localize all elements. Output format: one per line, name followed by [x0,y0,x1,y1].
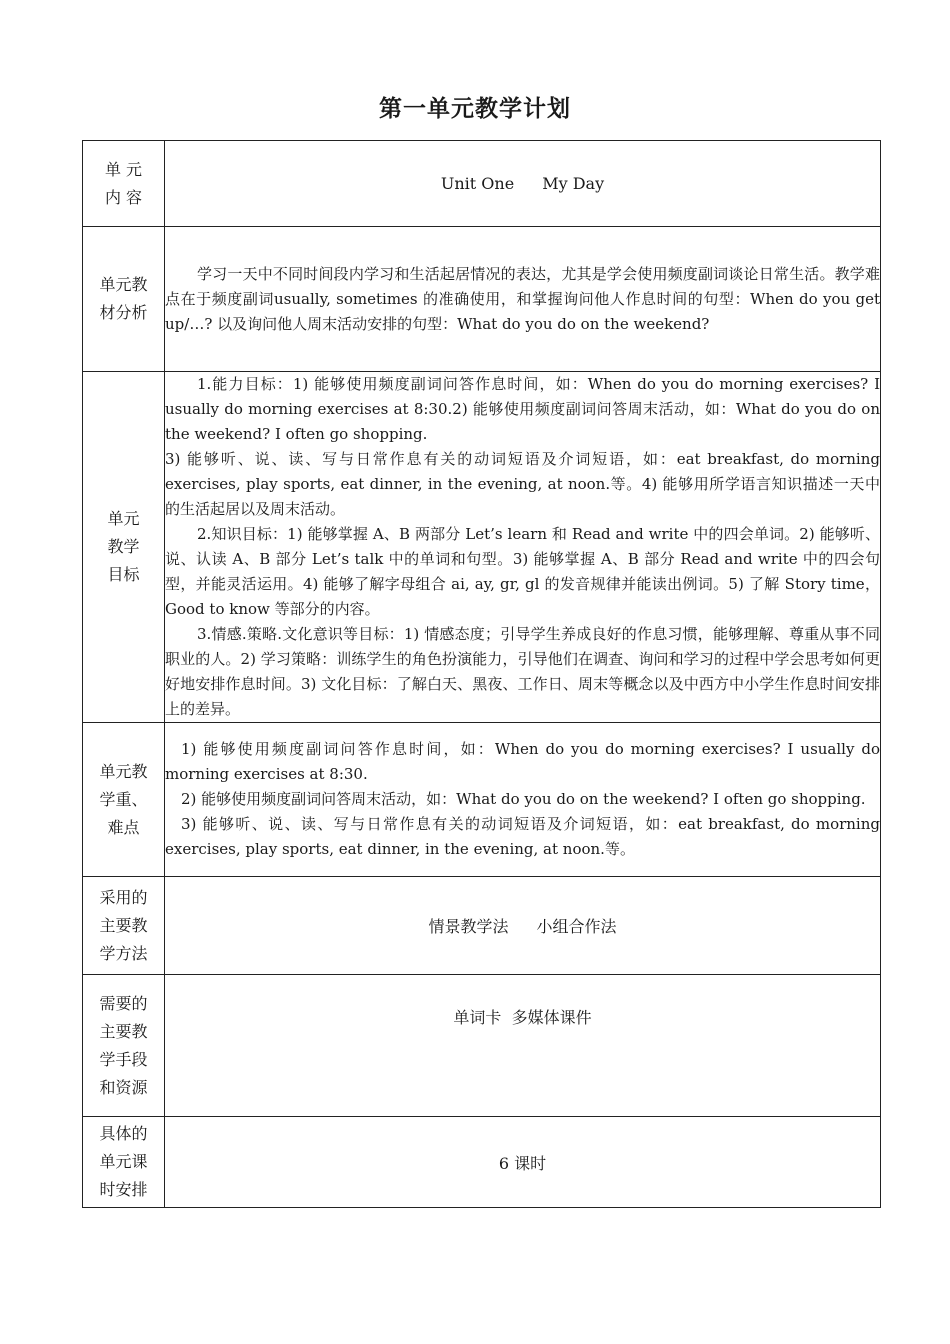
label-key-points [83,723,165,877]
row-material-analysis [83,227,881,372]
label-line: 学重、 [99,789,148,809]
resource-word-cards: 单词卡 [453,1008,502,1027]
label-line: 单元教 [99,761,148,781]
label-line: 学手段 [99,1049,148,1069]
page-title: 第一单元教学计划 [379,96,571,122]
row-key-points [83,723,881,877]
method-group-work: 小组合作法 [536,917,617,936]
label-teaching-resources [83,975,165,1117]
teaching-goals-cell [165,372,881,723]
goals-ability: 1.能力目标：1) 能够使用频度副词问答作息时间，如：When do you do morning exercises? I usually do morning exercises at 8:30.2) 能够使用频度副词问答周末活动，如：What do you do on the weekend? I often go shopping. [165,375,880,443]
resource-multimedia: 多媒体课件 [511,1008,592,1027]
unit-name: Unit One [440,174,515,193]
row-teaching-goals [83,372,881,723]
label-schedule [83,1117,165,1208]
key-point-1: 1) 能够使用频度副词问答作息时间，如：When do you do morning exercises? I usually do morning exercises at 8:30. [165,740,880,783]
material-analysis-cell [165,227,881,372]
unit-plan-table [82,140,881,1208]
schedule-hours: 6 课时 [498,1153,547,1173]
label-line: 单元课 [99,1152,148,1171]
label-teaching-methods [83,877,165,975]
label-line: 学方法 [99,943,148,963]
row-unit-content [83,141,881,227]
row-teaching-resources [83,975,881,1117]
label-unit-content [83,141,165,227]
unit-topic: My Day [542,174,605,193]
unit-content-cell [165,141,881,227]
analysis-text: 学习一天中不同时间段内学习和生活起居情况的表达，尤其是学会使用频度副词谈论日常生活。教学难点在于频度副词usually, sometimes 的准确使用，和掌握询问他人作息时间的句型：When do you get up/…? 以及询问他人周末活动安排的句型：What do you do on the weekend? [165,264,880,333]
label-line: 材分析 [99,303,148,322]
label-line: 采用的 [99,887,148,907]
key-point-2: 2) 能够使用频度副词问答周末活动，如：What do you do on the weekend? I often go shopping. [181,790,866,808]
label-line: 教学 [107,537,140,556]
row-teaching-methods [83,877,881,975]
key-point-3: 3) 能够听、说、读、写与日常作息有关的动词短语及介词短语，如：eat breakfast, do morning exercises, play sports, eat dinner, in the evening, at noon.等。 [165,815,880,858]
label-line: 主要教 [99,915,148,935]
schedule-cell [165,1117,881,1208]
label-line: 时安排 [99,1180,148,1199]
label-line: 需要的 [99,993,148,1013]
method-situational: 情景教学法 [428,917,509,936]
goals-ability-cont: 3) 能够听、说、读、写与日常作息有关的动词短语及介词短语，如：eat breakfast, do morning exercises, play sports, eat dinner, in the evening, at noon.等。4) 能够用所学语言知识描述一天中的生活起居以及周末活动。 [165,450,880,518]
label-line: 主要教 [99,1021,148,1041]
label-teaching-goals [83,372,165,723]
label-line: 目标 [107,565,140,584]
teaching-resources-cell [165,975,881,1117]
goals-knowledge: 2.知识目标：1) 能够掌握 A、B 两部分 Let’s learn 和 Read and write 中的四会单词。2) 能够听、说、认读 A、B 部分 Let’s talk 中的单词和句型。3) 能够掌握 A、B 部分 Read and write 中的四会句型，并能灵活运用。4) 能够了解字母组合 ai, ay, gr, gl 的发音规律并能读出例词。5) 了解 Story time，Good to know 等部分的内容。 [165,525,880,618]
goals-emotion: 3.情感.策略.文化意识等目标：1) 情感态度；引导学生养成良好的作息习惯，能够理解、尊重从事不同职业的人。2) 学习策略：训练学生的角色扮演能力，引导他们在调查、询问和学习的过程中学会思考如何更好地安排作息时间。3) 文化目标：了解白天、黑夜、工作日、周末等概念以及中西方中小学生作息时间安排上的差异。 [165,625,880,718]
teaching-methods-cell [165,877,881,975]
label-line: 单元教 [99,275,148,294]
label-line: 单元 [107,509,140,528]
label-line: 单 元 [104,159,143,179]
label-line: 内 容 [104,187,143,207]
label-material-analysis [83,227,165,372]
label-line: 具体的 [99,1124,148,1143]
label-line: 和资源 [99,1077,148,1097]
key-points-cell [165,723,881,877]
label-line: 难点 [107,817,140,837]
row-schedule [83,1117,881,1208]
